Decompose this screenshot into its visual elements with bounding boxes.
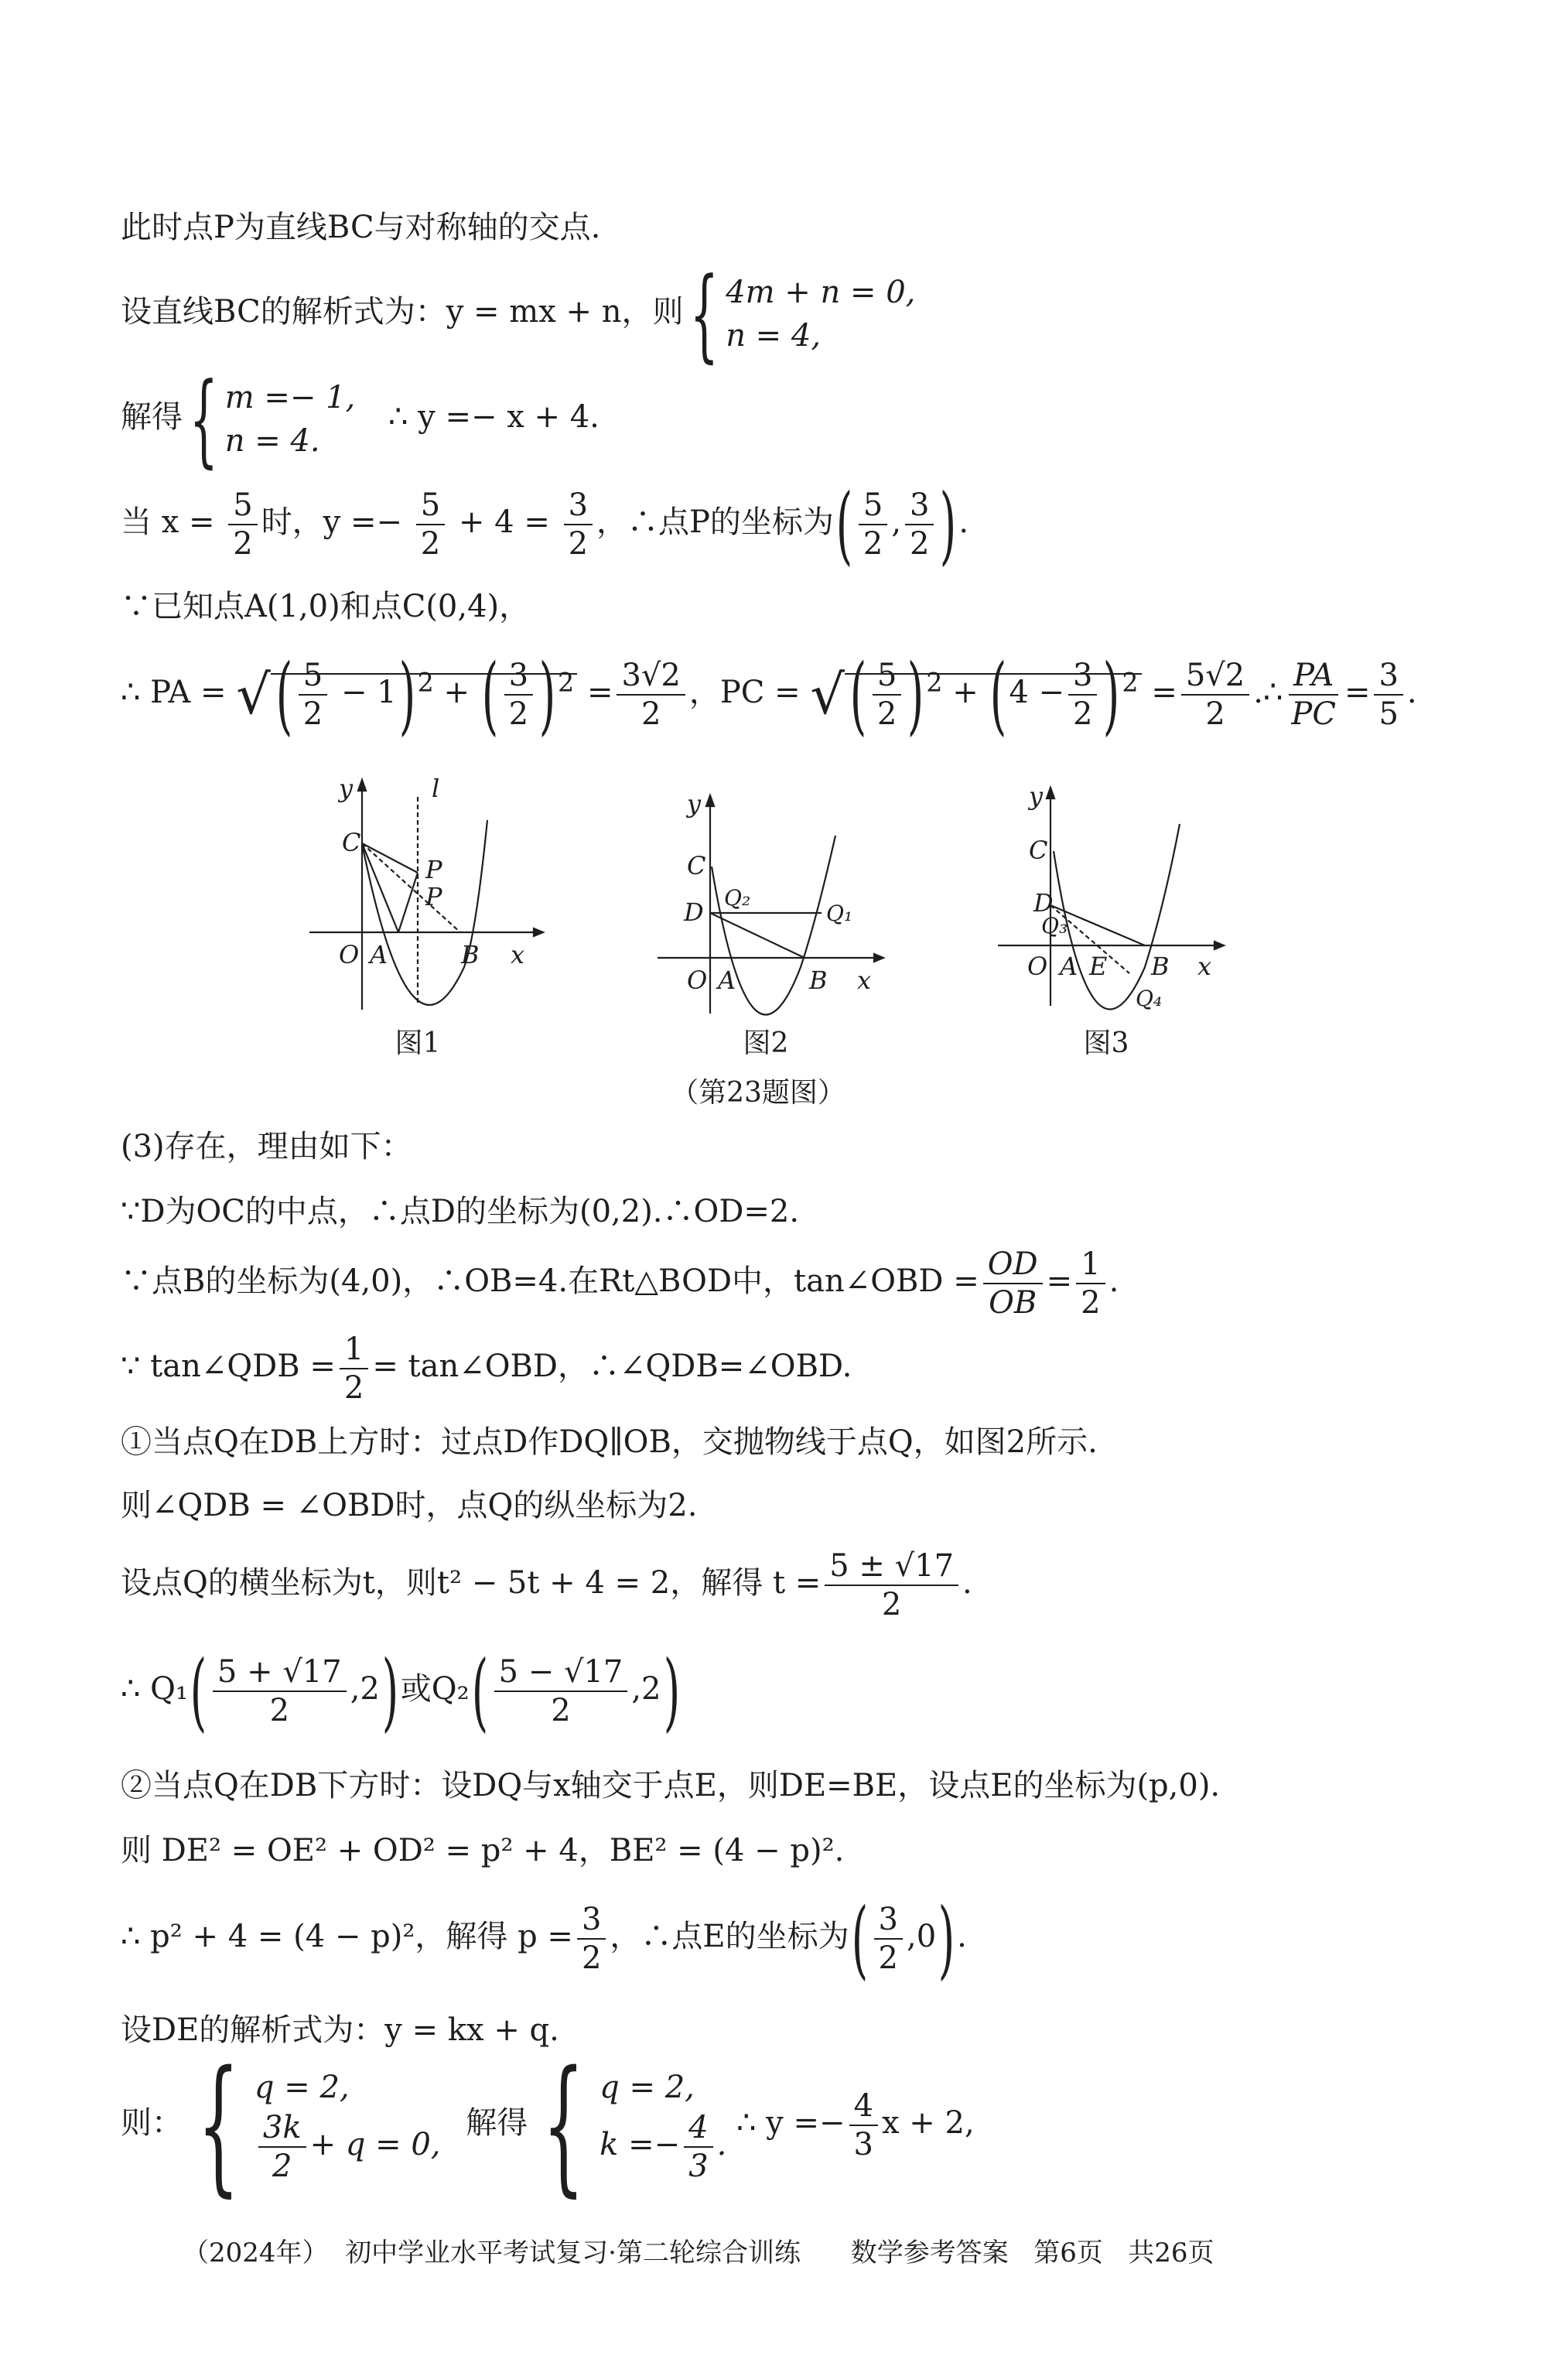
figure-3	[990, 781, 1238, 1021]
parabola	[1054, 824, 1180, 1009]
brace: {	[189, 361, 218, 478]
line-10: ∵ tan∠QDB = $\frac{1}{2}$ = tan∠OBD，∴∠QDB=∠OBD.	[121, 1332, 852, 1406]
page-footer: （2024年） 初中学业水平考试复习·第二轮综合训练 数学参考答案 第6页 共26页	[183, 2238, 1214, 2268]
segment-DB	[710, 913, 804, 958]
line-2	[121, 255, 916, 373]
label-Q2: Q₂	[724, 885, 751, 911]
line-12: 则∠QDB = ∠OBD时，点Q的纵坐标为2.	[121, 1488, 698, 1523]
label-O: O	[339, 940, 360, 969]
x-arrow	[534, 928, 543, 936]
label-B: B	[461, 940, 480, 969]
label-B: B	[1151, 952, 1170, 981]
line-8: ∵D为OC的中点，∴点D的坐标为(0,2).∴OD=2.	[121, 1194, 800, 1229]
figure-2	[650, 789, 897, 1021]
label-C: C	[342, 828, 361, 857]
segment-AP	[398, 873, 418, 932]
label-O: O	[1027, 952, 1048, 981]
label-y: y	[339, 774, 354, 803]
text: ∴ y =− x + 4.	[388, 399, 600, 435]
y-arrow	[358, 780, 366, 791]
label-A: A	[370, 940, 388, 969]
line-1: 此时点P为直线BC与对称轴的交点.	[121, 210, 601, 245]
label-x: x	[857, 966, 872, 995]
x-arrow	[874, 954, 883, 962]
line-19: 则： { q = 2, $\frac{3k}{2}$ + q = 0, 解得 { q = 2, k =− $\frac{4}{3}$ . ∴ y =− $\frac{4}{3}$ x + 2,	[121, 2039, 975, 2210]
label-P: P	[425, 855, 442, 884]
system: 4m + n = 0, n = 4,	[726, 275, 916, 354]
text: 解得	[121, 399, 183, 435]
fig2-caption: 图2	[743, 1027, 789, 1059]
brace: {	[690, 255, 719, 373]
figure-1	[302, 774, 549, 1021]
label-O: O	[687, 966, 708, 995]
label-P2: P	[425, 882, 442, 911]
x-arrow	[1214, 942, 1224, 949]
line-13: 设点Q的横坐标为t，则t² − 5t + 4 = 2，解得 t = $\frac{5 \pm √17}{2}$ .	[121, 1548, 972, 1622]
label-x: x	[511, 940, 525, 969]
label-D: D	[684, 897, 704, 927]
line-5: ∵已知点A(1,0)和点C(0,4)，	[121, 589, 531, 624]
label-l: l	[432, 774, 440, 803]
line-14: ∴ Q₁( $\frac{5 + √17}{2}$ ,2)或Q₂( $\frac{5 - √17}{2}$ ,2)	[121, 1642, 680, 1741]
label-A: A	[718, 966, 736, 995]
label-A: A	[1060, 952, 1078, 981]
label-D: D	[1033, 888, 1054, 918]
label-Q3: Q₃	[1041, 913, 1068, 938]
y-arrow	[706, 795, 714, 806]
line-4: 当 x = $\frac{5}{2}$ 时，y =− $\frac{5}{2}$ + 4 = $\frac{3}{2}$ ，∴点P的坐标为( $\frac{5}{2}$ , $\frac{3}{2}$ ).	[121, 475, 969, 574]
label-x: x	[1197, 952, 1212, 981]
label-Q1: Q₁	[826, 901, 853, 926]
label-y: y	[687, 789, 702, 819]
fig3-caption: 图3	[1083, 1027, 1129, 1059]
fig1-caption: 图1	[395, 1027, 441, 1059]
label-C: C	[1029, 836, 1048, 865]
line-17: ∴ p² + 4 = (4 − p)²，解得 p = $\frac{3}{2}$ ，∴点E的坐标为( $\frac{3}{2}$ ,0).	[121, 1889, 967, 1988]
text: 设直线BC的解析式为：y = mx + n，则	[121, 294, 684, 330]
line-16: 则 DE² = OE² + OD² = p² + 4，BE² = (4 − p)².	[121, 1833, 845, 1868]
label-y: y	[1029, 781, 1044, 811]
y-arrow	[1047, 788, 1054, 798]
line-7: (3)存在，理由如下：	[121, 1129, 412, 1164]
line-18: 设DE的解析式为：y = kx + q.	[121, 2012, 559, 2048]
line-6: ∴ PA = √( $\frac{5}{2}$ − 1)$^2$ + ( $\frac{3}{2}$ )$^2$ = $\frac{3√2}{2}$ ，PC = √( $\frac{5}{2}$ )$^2$ + (4 − $\frac{3}{2}$ )$^2$ = $\frac{5√2}{2}$ .∴ $\frac{PA}{PC}$ = $\frac{3}{5}$ .	[121, 645, 1417, 744]
label-Q4: Q₄	[1136, 986, 1163, 1011]
label-B: B	[809, 966, 828, 995]
line-11: ①当点Q在DB上方时：过点D作DQ∥OB，交抛物线于点Q，如图2所示.	[121, 1424, 1098, 1460]
system: m =− 1, n = 4.	[224, 380, 356, 459]
line-9: ∵点B的坐标为(4,0)，∴OB=4.在Rt△BOD中，tan∠OBD = $\frac{OD}{OB}$ = $\frac{1}{2}$ .	[121, 1246, 1119, 1321]
line-15: ②当点Q在DB下方时：设DQ与x轴交于点E，则DE=BE，设点E的坐标为(p,0).	[121, 1768, 1221, 1803]
segment-CP	[362, 843, 418, 873]
label-E: E	[1089, 952, 1108, 981]
label-C: C	[687, 851, 706, 880]
segment-CB	[362, 843, 460, 932]
line-3	[121, 361, 600, 478]
group-caption: （第23题图）	[671, 1077, 845, 1109]
parabola	[362, 820, 487, 1005]
